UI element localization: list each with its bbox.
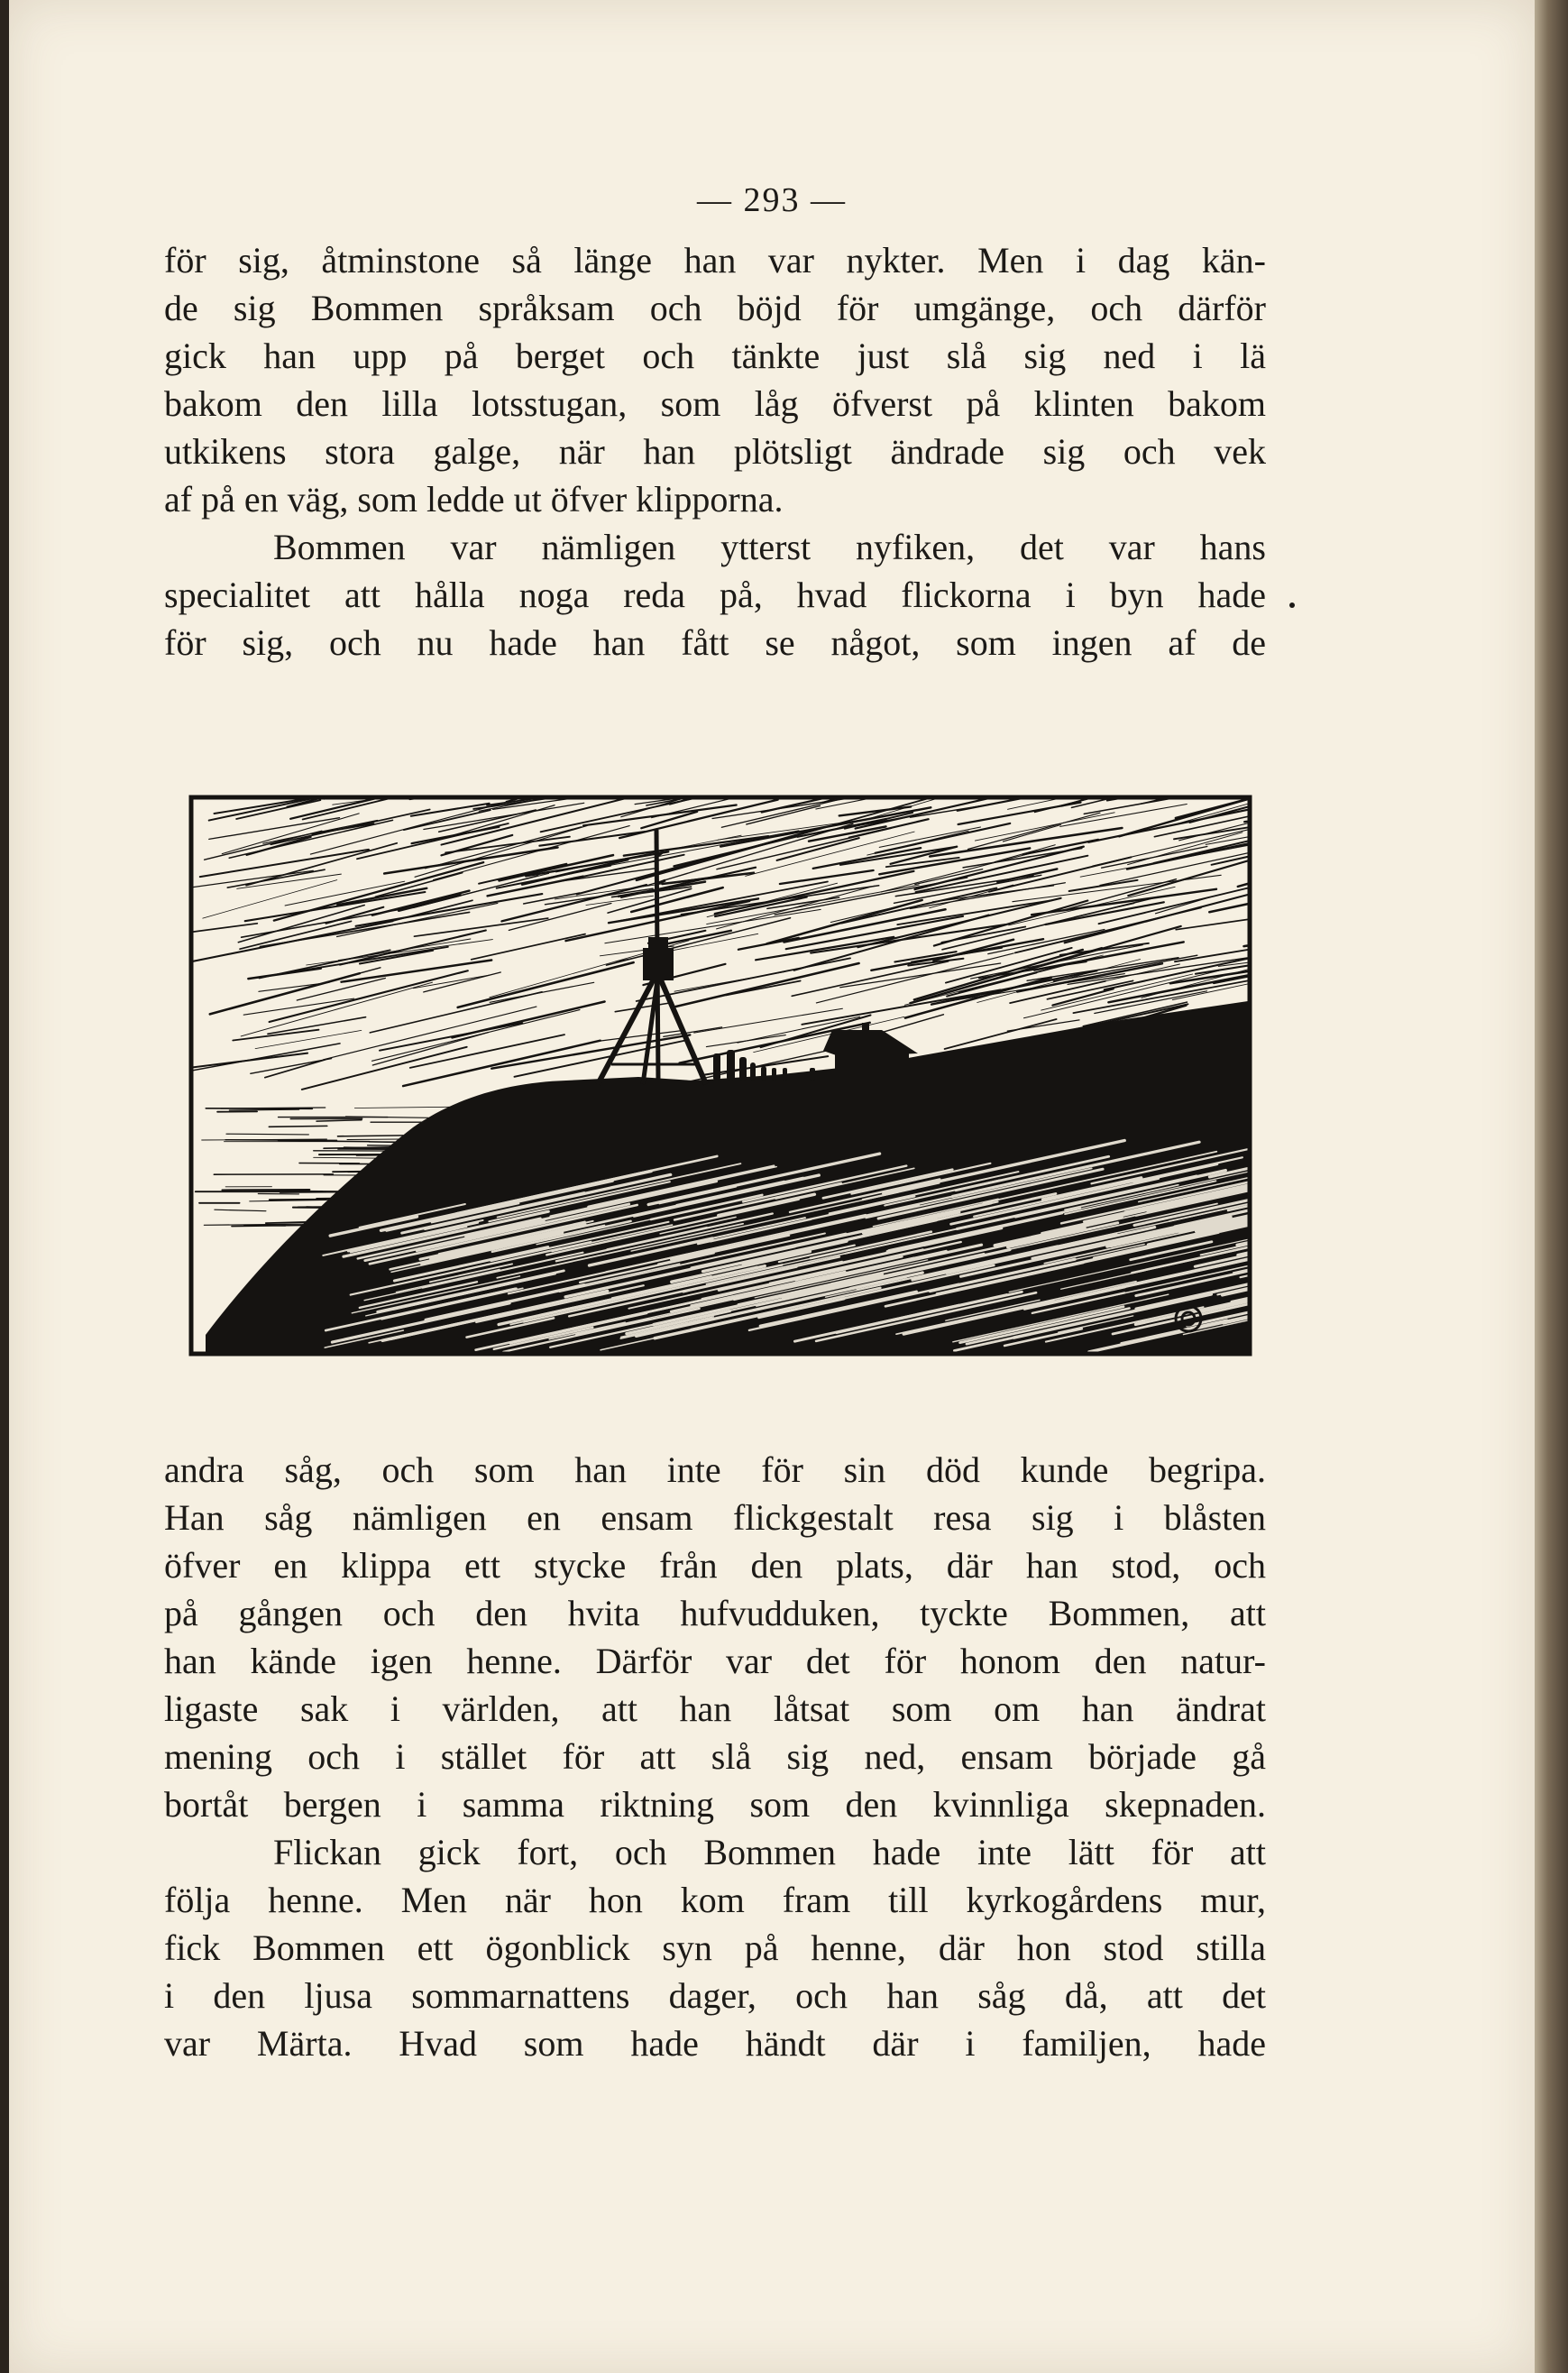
text-line: öfver en klippa ett stycke från den plats, där han stod, och xyxy=(164,1545,1266,1586)
text-line: mening och i stället för att slå sig ned, ensam började gå xyxy=(164,1736,1266,1777)
stray-ink-dot xyxy=(1289,602,1295,608)
text-line: andra såg, och som han inte för sin död kunde begripa. xyxy=(164,1449,1266,1490)
illustration xyxy=(188,794,1253,1357)
text-block-after-illustration xyxy=(164,1446,1266,2067)
text-line: ligaste sak i världen, att han låtsat som om han ändrat xyxy=(164,1688,1266,1729)
text-line: i den ljusa sommarnattens dager, och han såg då, att det xyxy=(164,1975,1266,2016)
text-line: för sig, åtminstone så länge han var nykter. Men i dag kän- xyxy=(164,240,1266,281)
text-line: Han såg nämligen en ensam flickgestalt resa sig i blåsten xyxy=(164,1497,1266,1538)
text-line: utkikens stora galge, när han plötsligt ändrade sig och vek xyxy=(164,431,1266,472)
text-block-before-illustration xyxy=(164,236,1266,667)
text-line: de sig Bommen språksam och böjd för umgänge, och därför xyxy=(164,288,1266,328)
text-line: bakom den lilla lotsstugan, som låg öfverst på klinten bakom xyxy=(164,383,1266,424)
text-line: af på en väg, som ledde ut öfver klipporna. xyxy=(164,479,784,520)
text-line: bortåt bergen i samma riktning som den kvinnliga skepnaden. xyxy=(164,1784,1266,1825)
text-line: var Märta. Hvad som hade händt där i familjen, hade xyxy=(164,2023,1266,2064)
text-line: på gången och den hvita hufvudduken, tyckte Bommen, att xyxy=(164,1593,1266,1633)
text-line-indented: Bommen var nämligen ytterst nyfiken, det var hans xyxy=(273,527,1266,567)
page-number: — 293 — xyxy=(697,181,847,219)
book-spine-edge xyxy=(1535,0,1568,2373)
text-line: fick Bommen ett ögonblick syn på henne, där hon stod stilla xyxy=(164,1927,1266,1968)
text-line-indented: Flickan gick fort, och Bommen hade inte lätt för att xyxy=(273,1832,1266,1872)
scan-edge-left xyxy=(0,0,9,2373)
text-line: han kände igen henne. Därför var det för honom den natur- xyxy=(164,1641,1266,1681)
text-line: gick han upp på berget och tänkte just slå sig ned i lä xyxy=(164,336,1266,376)
book-page xyxy=(9,0,1535,2373)
text-line: för sig, och nu hade han fått se något, som ingen af de xyxy=(164,622,1266,663)
lookout-tower-illustration xyxy=(188,794,1253,1357)
text-line: specialitet att hålla noga reda på, hvad flickorna i byn hade xyxy=(164,575,1266,615)
text-line: följa henne. Men när hon kom fram till kyrkogårdens mur, xyxy=(164,1880,1266,1920)
